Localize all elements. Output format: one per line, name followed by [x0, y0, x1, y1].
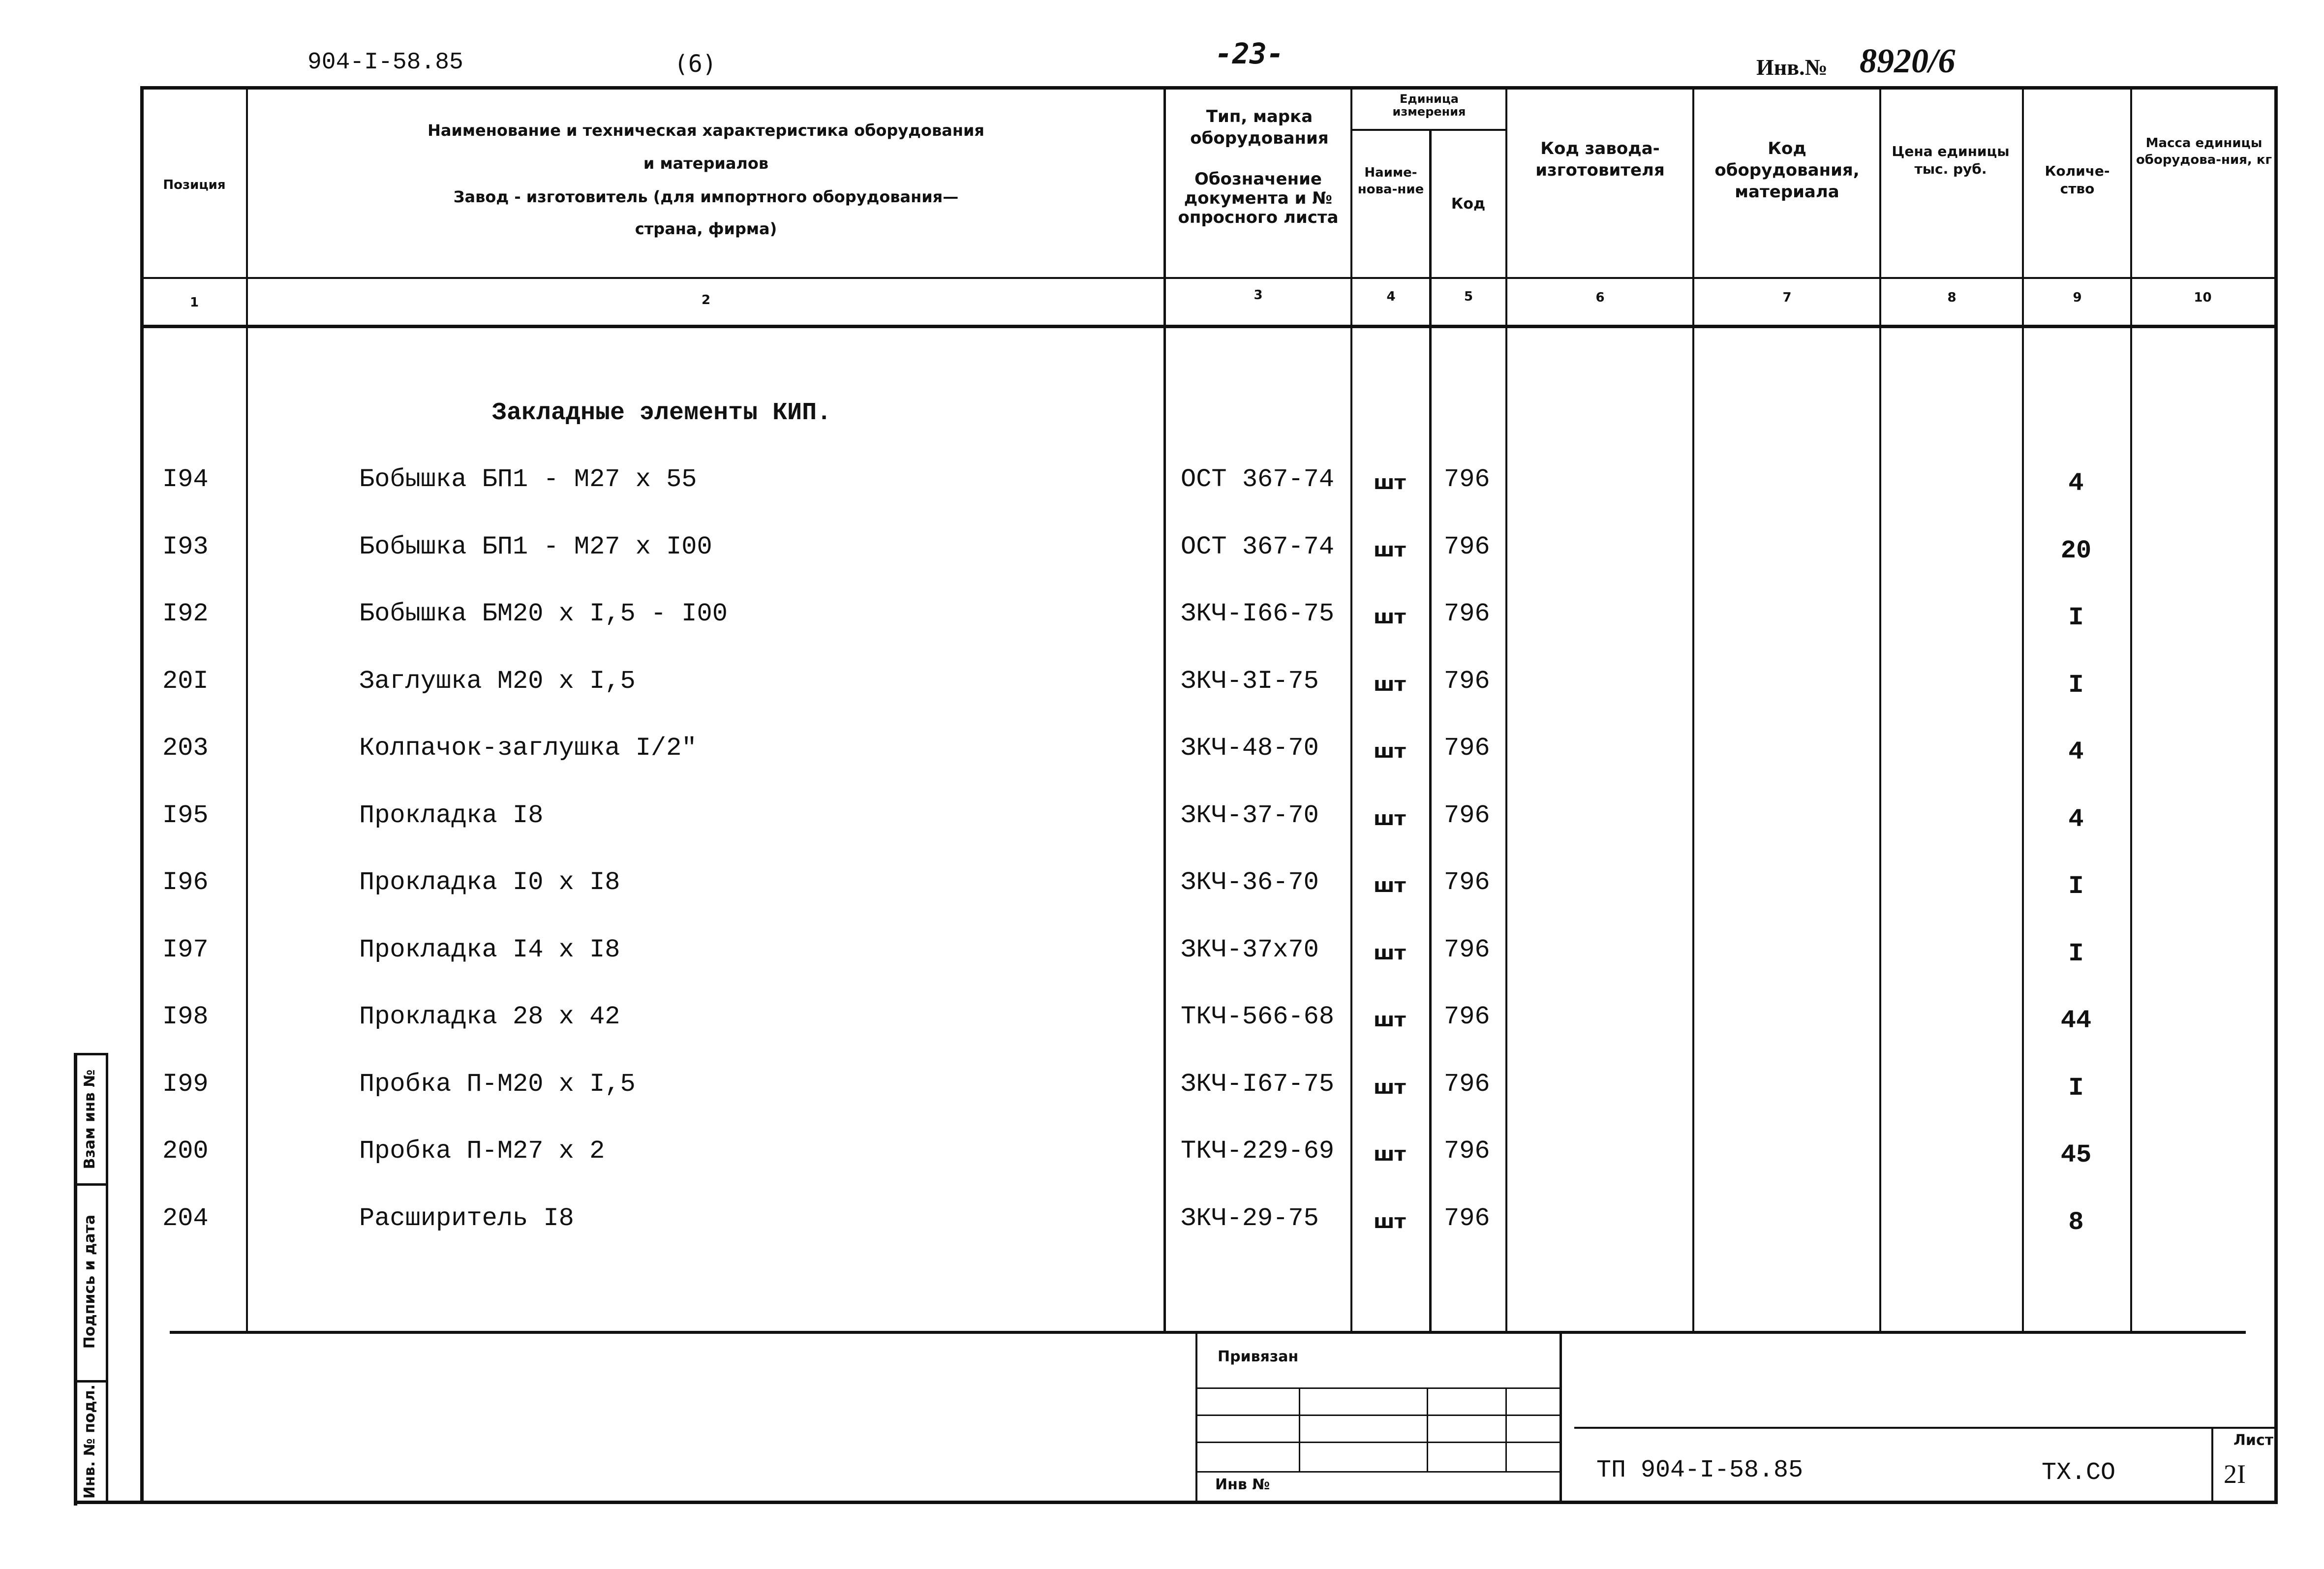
row-quantity: 4: [2068, 805, 2084, 834]
row-position: I97: [162, 935, 209, 964]
row-name: Заглушка М20 х I,5: [359, 667, 636, 696]
row-name: Бобышка БП1 - М27 х I00: [359, 532, 712, 561]
row-name: Колпачок-заглушка I/2": [359, 734, 697, 763]
row-position: I96: [162, 868, 209, 897]
album-number: (6): [674, 50, 717, 78]
stamp-sheet-number: 2I: [2224, 1459, 2246, 1489]
row-position: 204: [162, 1204, 209, 1233]
row-quantity: I: [2068, 872, 2084, 901]
header-name-line2: и материалов: [643, 154, 769, 173]
header-equipment-code: Код оборудования, материала: [1714, 139, 1860, 202]
row-code: 796: [1444, 1204, 1490, 1233]
row-unit: шт: [1374, 740, 1406, 763]
colnum-9: 9: [2073, 290, 2082, 305]
row-name: Пробка П-М20 х I,5: [359, 1070, 636, 1099]
row-code: 796: [1444, 1070, 1490, 1099]
row-code: 796: [1444, 532, 1490, 561]
row-unit: шт: [1374, 874, 1406, 897]
inventory-value: 8920/6: [1860, 42, 1956, 80]
row-code: 796: [1444, 1002, 1490, 1031]
row-quantity: I: [2068, 939, 2084, 968]
row-unit: шт: [1374, 673, 1406, 696]
row-quantity: 45: [2060, 1140, 2092, 1169]
row-position: 20I: [162, 667, 209, 696]
row-unit: шт: [1374, 471, 1406, 494]
side-vzam: Взам инв №: [81, 1069, 98, 1169]
colnum-8: 8: [1947, 290, 1957, 305]
row-name: Прокладка I0 х I8: [359, 868, 620, 897]
header-quantity: Количе-ство: [2045, 163, 2110, 197]
row-name: Бобышка БП1 - М27 х 55: [359, 465, 697, 494]
row-name: Прокладка 28 х 42: [359, 1002, 620, 1031]
row-code: 796: [1444, 801, 1490, 830]
row-unit: шт: [1374, 539, 1406, 561]
row-code: 796: [1444, 734, 1490, 763]
row-document: ЗКЧ-37-70: [1181, 801, 1319, 830]
row-quantity: I: [2068, 603, 2084, 632]
row-quantity: 4: [2068, 469, 2084, 498]
header-unit-code: Код: [1451, 195, 1486, 213]
page-number: -23-: [1215, 37, 1284, 70]
row-name: Расширитель I8: [359, 1204, 574, 1233]
row-position: I93: [162, 532, 209, 561]
colnum-5: 5: [1464, 289, 1473, 304]
row-name: Бобышка БМ20 х I,5 - I00: [359, 599, 728, 628]
colnum-2: 2: [701, 293, 711, 308]
document-number: 904-I-58.85: [307, 49, 463, 76]
row-position: I92: [162, 599, 209, 628]
header-factory-code: Код завода-изготовителя: [1535, 139, 1665, 181]
row-code: 796: [1444, 1137, 1490, 1166]
row-document: ЗКЧ-48-70: [1181, 734, 1319, 763]
header-mass: Масса единицы оборудова-ния, кг: [2136, 136, 2272, 167]
header-unit-name: Наиме-нова-ние: [1357, 165, 1424, 197]
row-position: I99: [162, 1070, 209, 1099]
colnum-1: 1: [189, 295, 199, 310]
row-position: I98: [162, 1002, 209, 1031]
colnum-6: 6: [1595, 290, 1605, 305]
stamp-doc-code: ТП 904-I-58.85: [1596, 1456, 1804, 1484]
row-quantity: 8: [2068, 1208, 2084, 1237]
row-document: ОСТ 367-74: [1181, 532, 1335, 561]
header-document: Обозначение документа и № опросного листа: [1178, 169, 1339, 228]
row-code: 796: [1444, 935, 1490, 964]
row-quantity: 44: [2060, 1006, 2092, 1035]
row-code: 796: [1444, 599, 1490, 628]
row-code: 796: [1444, 667, 1490, 696]
row-unit: шт: [1374, 606, 1406, 628]
row-name: Пробка П-М27 х 2: [359, 1137, 605, 1166]
row-position: 200: [162, 1137, 209, 1166]
row-unit: шт: [1374, 807, 1406, 830]
header-position: Позиция: [163, 178, 226, 192]
colnum-3: 3: [1254, 288, 1263, 303]
stamp-sheet-label: Лист: [2233, 1432, 2274, 1449]
row-unit: шт: [1374, 1210, 1406, 1233]
row-document: ЗКЧ-3I-75: [1181, 667, 1319, 696]
row-quantity: I: [2068, 1074, 2084, 1103]
row-code: 796: [1444, 868, 1490, 897]
row-document: ЗКЧ-37х70: [1181, 935, 1319, 964]
row-unit: шт: [1374, 942, 1406, 964]
row-quantity: I: [2068, 671, 2084, 700]
row-quantity: 20: [2060, 536, 2092, 565]
row-name: Прокладка I8: [359, 801, 544, 830]
header-price: Цена единицы тыс. руб.: [1892, 143, 2010, 178]
section-title: Закладные элементы КИП.: [492, 399, 832, 427]
row-document: ЗКЧ-I67-75: [1181, 1070, 1335, 1099]
row-code: 796: [1444, 465, 1490, 494]
row-name: Прокладка I4 х I8: [359, 935, 620, 964]
row-position: I94: [162, 465, 209, 494]
row-document: ЗКЧ-29-75: [1181, 1204, 1319, 1233]
row-unit: шт: [1374, 1076, 1406, 1099]
stamp-inv-no: Инв №: [1215, 1476, 1270, 1493]
row-document: ТКЧ-566-68: [1181, 1002, 1335, 1031]
row-document: ТКЧ-229-69: [1181, 1137, 1335, 1166]
row-unit: шт: [1374, 1009, 1406, 1031]
header-name-line3: Завод - изготовитель (для импортного оборудования—: [453, 187, 959, 206]
inventory-label: Инв.№: [1756, 55, 1828, 80]
header-unit-group: Единица измерения: [1392, 92, 1466, 119]
stamp-privyazan: Привязан: [1218, 1348, 1299, 1365]
colnum-10: 10: [2194, 290, 2212, 305]
stamp-mark: ТХ.СО: [2042, 1459, 2116, 1487]
row-document: ЗКЧ-36-70: [1181, 868, 1319, 897]
header-name-line1: Наименование и техническая характеристика оборудования: [428, 121, 984, 140]
colnum-4: 4: [1386, 289, 1396, 304]
row-unit: шт: [1374, 1143, 1406, 1166]
row-quantity: 4: [2068, 738, 2084, 767]
header-name-line4: страна, фирма): [635, 219, 777, 238]
row-position: 203: [162, 734, 209, 763]
row-document: ОСТ 367-74: [1181, 465, 1335, 494]
side-podpis: Подпись и дата: [81, 1214, 98, 1349]
colnum-7: 7: [1782, 290, 1792, 305]
side-inv-podl: Инв. № подл.: [81, 1384, 98, 1499]
header-type: Тип, марка оборудования: [1190, 107, 1329, 149]
row-position: I95: [162, 801, 209, 830]
row-document: ЗКЧ-I66-75: [1181, 599, 1335, 628]
